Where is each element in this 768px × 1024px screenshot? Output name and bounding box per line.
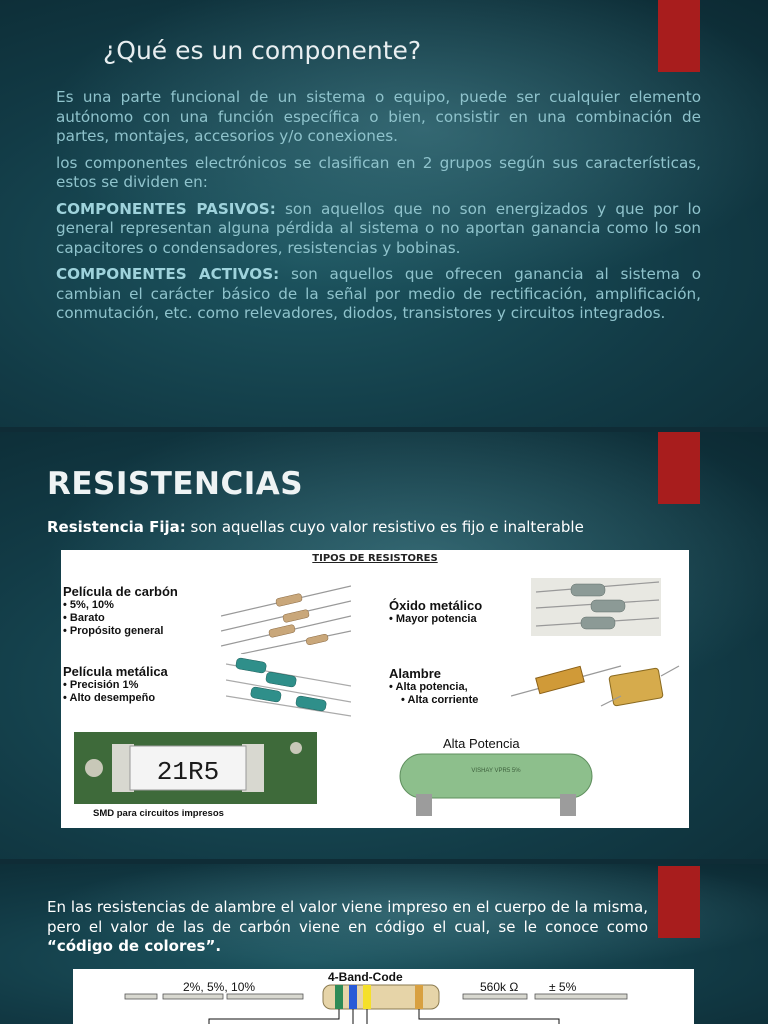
band-code-title: 4-Band-Code: [328, 970, 403, 984]
band-tolerances-label: 2%, 5%, 10%: [183, 980, 256, 994]
fixed-resistor-text: son aquellas cuyo valor resistivo es fijo e inalterable: [185, 518, 584, 536]
slide-resistencias: [0, 432, 768, 859]
figure-title: TIPOS DE RESISTORES: [312, 553, 438, 564]
passive-label: COMPONENTES PASIVOS:: [56, 199, 276, 218]
smd-code: 21R5: [156, 757, 220, 787]
carbon-film-heading: Película de carbón: [63, 584, 178, 599]
accent-bar: [658, 0, 700, 72]
metal-film-item: • Precisión 1%: [63, 679, 168, 692]
metal-film-item: • Alto desempeño: [63, 692, 168, 705]
metal-film-resistors-photo: [226, 656, 351, 718]
four-band-code-figure: [73, 969, 694, 1024]
wirewound-item: • Alta potencia,: [389, 681, 478, 694]
color-code-text: En las resistencias de alambre el valor viene impreso en el cuerpo de la misma, pero el valor de las de carbón viene en código el cual, se le conoce como: [47, 898, 648, 936]
carbon-film-item: • Barato: [63, 612, 178, 625]
carbon-film-item: • Propósito general: [63, 625, 178, 638]
fixed-resistor-label: Resistencia Fija:: [47, 518, 186, 536]
carbon-resistors-photo: [221, 576, 351, 654]
color-code-paragraph: [47, 898, 648, 957]
smd-resistor-photo: [74, 732, 317, 804]
fixed-resistor-definition: [47, 518, 584, 536]
classification-paragraph: los componentes electrónicos se clasifican en 2 grupos según sus características, estos se dividen en:: [56, 153, 701, 191]
metal-film-group: [63, 664, 168, 705]
passive-paragraph: [56, 200, 701, 259]
accent-bar: [658, 432, 700, 504]
accent-bar: [658, 866, 700, 938]
high-power-marking: VISHAY VPR5 5%: [471, 768, 521, 774]
band-value-label: 560k Ω: [480, 980, 519, 994]
carbon-film-group: [63, 584, 178, 638]
slide-codigo-colores: [0, 864, 768, 1024]
wirewound-group: [389, 666, 478, 707]
passive-text: son aquellos que no son energizados y que por lo general representan alguna pérdida al sistema o no aportan ganancia como lo son capacitores o condensadores, resistencias y bobinas.: [56, 199, 701, 257]
band-tolerance-label: ± 5%: [549, 980, 577, 994]
carbon-film-item: • 5%, 10%: [63, 599, 178, 612]
slide-title: ¿Qué es un componente?: [103, 36, 422, 65]
metal-oxide-heading: Óxido metálico: [389, 598, 483, 613]
active-label: COMPONENTES ACTIVOS:: [56, 265, 280, 283]
definition-paragraph: Es una parte funcional de un sistema o equipo, puede ser cualquier elemento autónomo con una función específica o bien, consistir en una combinación de partes, montajes, accesorios y/o conexiones.: [56, 88, 701, 145]
metal-oxide-item: • Mayor potencia: [389, 613, 482, 626]
resistor-types-figure: [61, 550, 689, 828]
high-power-title: Alta Potencia: [443, 736, 520, 751]
slide-body: [56, 88, 701, 331]
high-power-resistor-photo: [396, 750, 596, 822]
active-paragraph: [56, 265, 701, 324]
color-code-term: “código de colores”.: [47, 937, 222, 955]
wirewound-heading: Alambre: [389, 666, 442, 681]
slide-componente: [0, 0, 768, 427]
metal-oxide-group: [389, 598, 482, 626]
slide-title: RESISTENCIAS: [47, 466, 304, 502]
metal-oxide-resistors-photo: [531, 578, 661, 636]
smd-caption: SMD para circuitos impresos: [93, 808, 224, 819]
active-text: son aquellos que ofrecen ganancia al sistema o cambian el carácter básico de la señal por medio de rectificación, amplificación, conmutación, etc. como relevadores, diodos, transistores y circuitos integrados.: [56, 265, 701, 322]
wirewound-resistors-photo: [511, 656, 681, 718]
metal-film-heading: Película metálica: [63, 664, 168, 679]
band-code-diagram: [73, 969, 694, 1024]
wirewound-item: • Alta corriente: [389, 694, 478, 707]
